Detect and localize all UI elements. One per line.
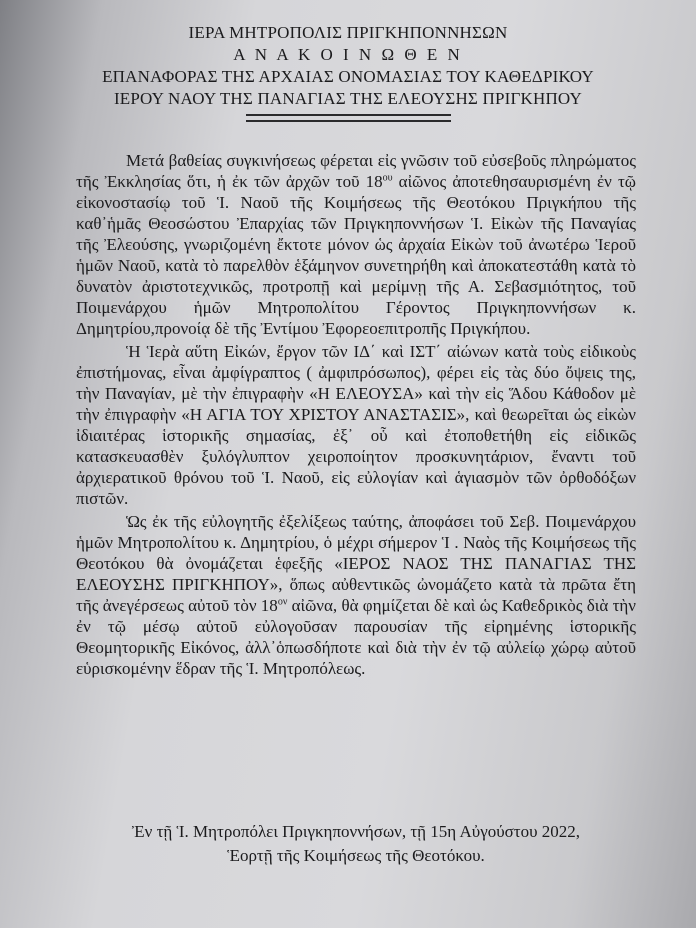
paragraph-1-text-start: Μετά βαθείας συγκινήσεως φέρεται εἰς γνῶσιν τοῦ εὐσεβοῦς πληρώματος τῆς Ἐκκλησίας ὅτι, ἡ ἐκ τῶν ἀρχῶν τοῦ 18: [76, 151, 636, 191]
paragraph-1-superscript: ου: [382, 172, 393, 184]
document-body: [76, 150, 636, 679]
footer-place-date: Ἐν τῇ Ἱ. Μητροπόλει Πριγκηποννήσων, τῇ 15η Αὐγούστου 2022,: [131, 822, 581, 841]
body-paragraph-3: [76, 511, 636, 679]
paragraph-3-text-end: αἰῶνα, θὰ φημίζεται δὲ καὶ ὡς Καθεδρικὸς διὰ τὴν ἐν τῷ μέσῳ αὐτοῦ εὐλογοῦσαν παρουσίαν τῆς εἰρημένης ἱστορικῆς Θεομητορικῆς Εἰκόνος, ἀλλ᾽ὁπωσδήποτε καὶ διὰ τὴν ἐν τῷ αὐλείῳ χώρῳ αὐτοῦ εὑρισκομένην ἕδραν τῆς Ἱ. Μητροπόλεως.: [76, 596, 636, 678]
body-paragraph-2: [76, 341, 636, 509]
header-subject-line-1: ΕΠΑΝΑΦΟΡΑΣ ΤΗΣ ΑΡΧΑΙΑΣ ΟΝΟΜΑΣΙΑΣ ΤΟΥ ΚΑΘΕΔΡΙΚΟΥ: [102, 67, 594, 86]
footer-feast-name: Ἑορτῇ τῆς Κοιμήσεως τῆς Θεοτόκου.: [227, 846, 485, 865]
paragraph-3-text-start: Ὡς ἐκ τῆς εὐλογητῆς ἐξελίξεως ταύτης, ἀποφάσει τοῦ Σεβ. Ποιμενάρχου ἡμῶν Μητροπολίτου κ. Δημητρίου, ὁ μέχρι σήμερον Ἱ . Ναὸς τῆς Κοιμήσεως τῆς Θεοτόκου θὰ ὀνομάζεται ἑφεξῆς «ΙΕΡΟΣ ΝΑΟΣ ΤΗΣ ΠΑΝΑΓΙΑΣ ΤΗΣ ΕΛΕΟΥΣΗΣ ΠΡΙΓΚΗΠΟΥ», ὅπως αὐθεντικῶς ὠνομάζετο κατὰ τὰ πρῶτα ἔτη τῆς ἀνεγέρσεως αὐτοῦ τὸν 18: [76, 512, 636, 615]
document-header: [6, 22, 690, 122]
paragraph-1-text-end: αἰῶνος ἀποτεθησαυρισμένη ἐν τῷ εἰκονοστασίῳ τοῦ Ἱ. Ναοῦ τῆς Κοιμήσεως τῆς Θεοτόκου Πριγκήπου τῆς καθ᾽ἡμᾶς Θεοσώστου Ἐπαρχίας τῶν Πριγκηποννήσων Ἱ. Εἰκὼν τῆς Παναγίας τῆς Ἐλεούσης, γνωριζομένη ἔκτοτε μόνον ὡς ἀρχαία Εἰκὼν τοῦ ἀνωτέρω Ἱεροῦ ἡμῶν Ναοῦ, κατὰ τὸ παρελθὸν ἑξάμηνον συνετηρήθη καὶ ἀποκατεστάθη κατὰ τὸ δυνατὸν ἀριστοτεχνικῶς, προτροπῇ καὶ μερίμνῃ τῆς Α. Σεβασμιότητος, τοῦ Ποιμενάρχου ἡμῶν Μητροπολίτου Γέροντος Πριγκηποννήσων κ. Δημητρίου,προνοίᾳ δὲ τῆς Ἐντίμου Ἐφορεοεπιτροπῆς Πριγκήπου.: [76, 172, 636, 338]
header-subject-line-2: ΙΕΡΟΥ ΝΑΟΥ ΤΗΣ ΠΑΝΑΓΙΑΣ ΤΗΣ ΕΛΕΟΥΣΗΣ ΠΡΙΓΚΗΠΟΥ: [113, 89, 583, 108]
document-sheet: [6, 0, 690, 928]
document-footer: [76, 820, 636, 868]
paragraph-2-text: Ἡ Ἱερὰ αὕτη Εἰκών, ἔργον τῶν ΙΔ΄ καὶ ΙΣΤ΄ αἰώνων κατὰ τοὺς εἰδικοὺς ἐπιστήμονας, εἶναι ἀμφίγραπτος ( ἀμφιπρόσωπος), φέρει εἰς τὰς δύο ὄψεις της, τὴν Παναγίαν, μὲ τὴν ἐπιγραφὴν «Η ΕΛΕΟΥΣΑ» καὶ τὴν εἰς Ἅδου Κάθοδον μὲ τὴν ἐπιγραφὴν «Η ΑΓΙΑ ΤΟΥ ΧΡΙΣΤΟΥ ΑΝΑΣΤΑΣΙΣ», καὶ θεωρεῖται ὡς εἰκὼν ἰδιαιτέρας ἱστορικῆς σημασίας, ἐξ᾽ οὗ καὶ ἐτοποθετήθη εἰς εἰδικῶς κατασκευασθὲν ξυλόγλυπτον χειροποίητον προσκυνητάριον, ἔναντι τοῦ ἀρχιερατικοῦ θρόνου τοῦ Ἱ. Ναοῦ, εἰς εὐλογίαν καὶ ἁγιασμὸν τῶν ὀρθοδόξων πιστῶν.: [76, 342, 636, 508]
header-announcement-title: Α Ν Α Κ Ο Ι Ν Ω Θ Ε Ν: [233, 45, 463, 64]
header-double-rule-divider: [246, 114, 451, 122]
body-paragraph-1: [76, 150, 636, 339]
paragraph-3-superscript: ον: [277, 596, 288, 608]
header-metropolis-name: ΙΕΡΑ ΜΗΤΡΟΠΟΛΙΣ ΠΡΙΓΚΗΠΟΝΝΗΣΩΝ: [188, 23, 508, 42]
